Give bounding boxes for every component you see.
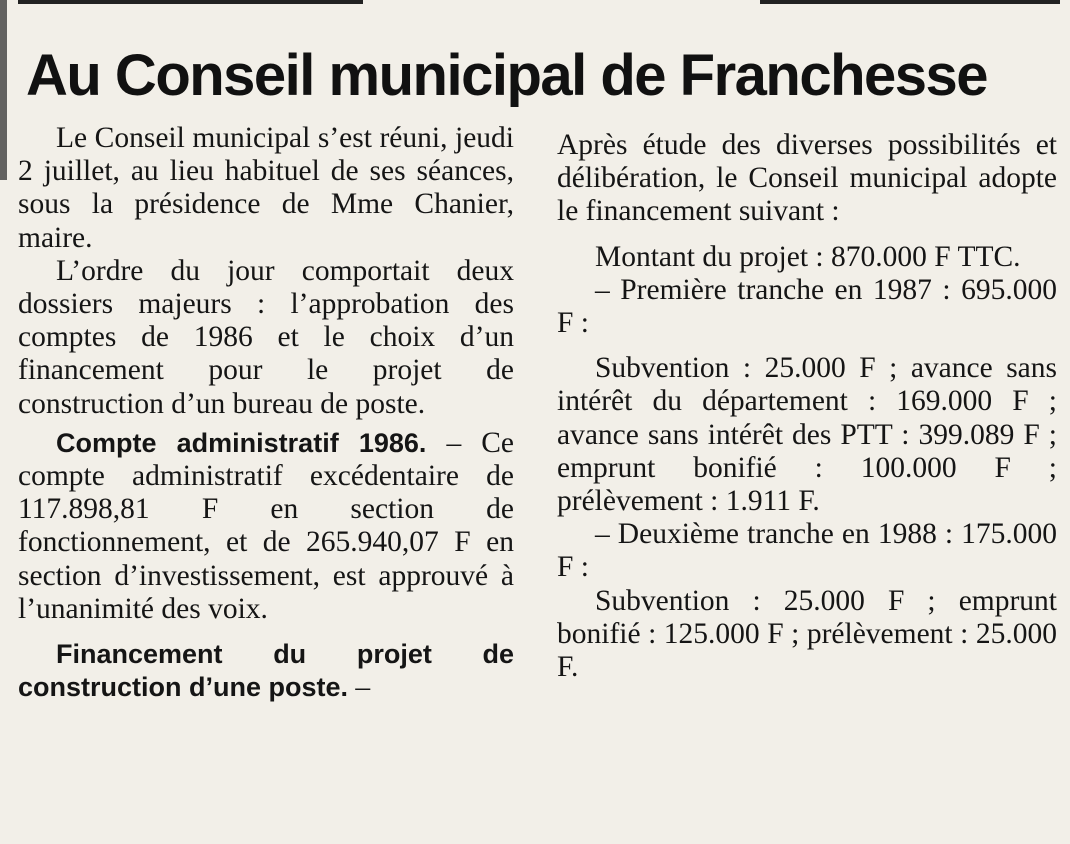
paragraph-deuxieme-details: Subvention : 25.000 F ; emprunt bonifié : 125.000 F ; prélèvement : 25.000 F. [557,584,1057,684]
paragraph-premiere-details: Subvention : 25.000 F ; avance sans intérêt du département : 169.000 F ; avance sans intérêt des PTT : 399.089 F ; emprunt bonifié : 100.000 F ; prélèvement : 1.911 F. [557,352,1057,518]
heading-dash: – [348,671,371,704]
paragraph-financement-heading [18,638,514,704]
article-headline: Au Conseil municipal de Franchesse [26,43,988,108]
page-edge-rule [0,0,7,180]
top-rule-left [18,0,363,4]
compte-body: Ce compte administratif excédentaire de 117.898,81 F en section de fonctionnement, et de 265.940,07 F en section d’investissement, est approuvé à l’unanimité des voix. [18,426,514,625]
paragraph-montant: Montant du projet : 870.000 F TTC. [595,240,1021,273]
top-rule-right [760,0,1060,4]
heading-dash: – [426,426,462,459]
paragraph-premiere-tranche: – Première tranche en 1987 : 695.000 F : [557,273,1057,340]
section-heading-financement: Financement du projet de construction d’une poste. [18,639,514,703]
paragraph-deuxieme-tranche: – Deuxième tranche en 1988 : 175.000 F : [557,518,1057,584]
paragraph-compte-administratif [18,427,514,626]
section-heading-compte: Compte administratif 1986. [56,427,427,458]
right-column [557,129,1057,684]
paragraph-adoption: Après étude des diverses possibilités et délibération, le Conseil municipal adopte le financement suivant : [557,129,1057,228]
paragraph-meeting: Le Conseil municipal s’est réuni, jeudi 2 juillet, au lieu habituel de ses séances, sous la présidence de Mme Chanier, maire. [18,122,514,254]
paragraph-agenda: L’ordre du jour comportait deux dossiers majeurs : l’approbation des comptes de 1986 et le choix d’un financement pour le projet de construction d’un bureau de poste. [18,254,514,420]
left-column [18,122,514,704]
